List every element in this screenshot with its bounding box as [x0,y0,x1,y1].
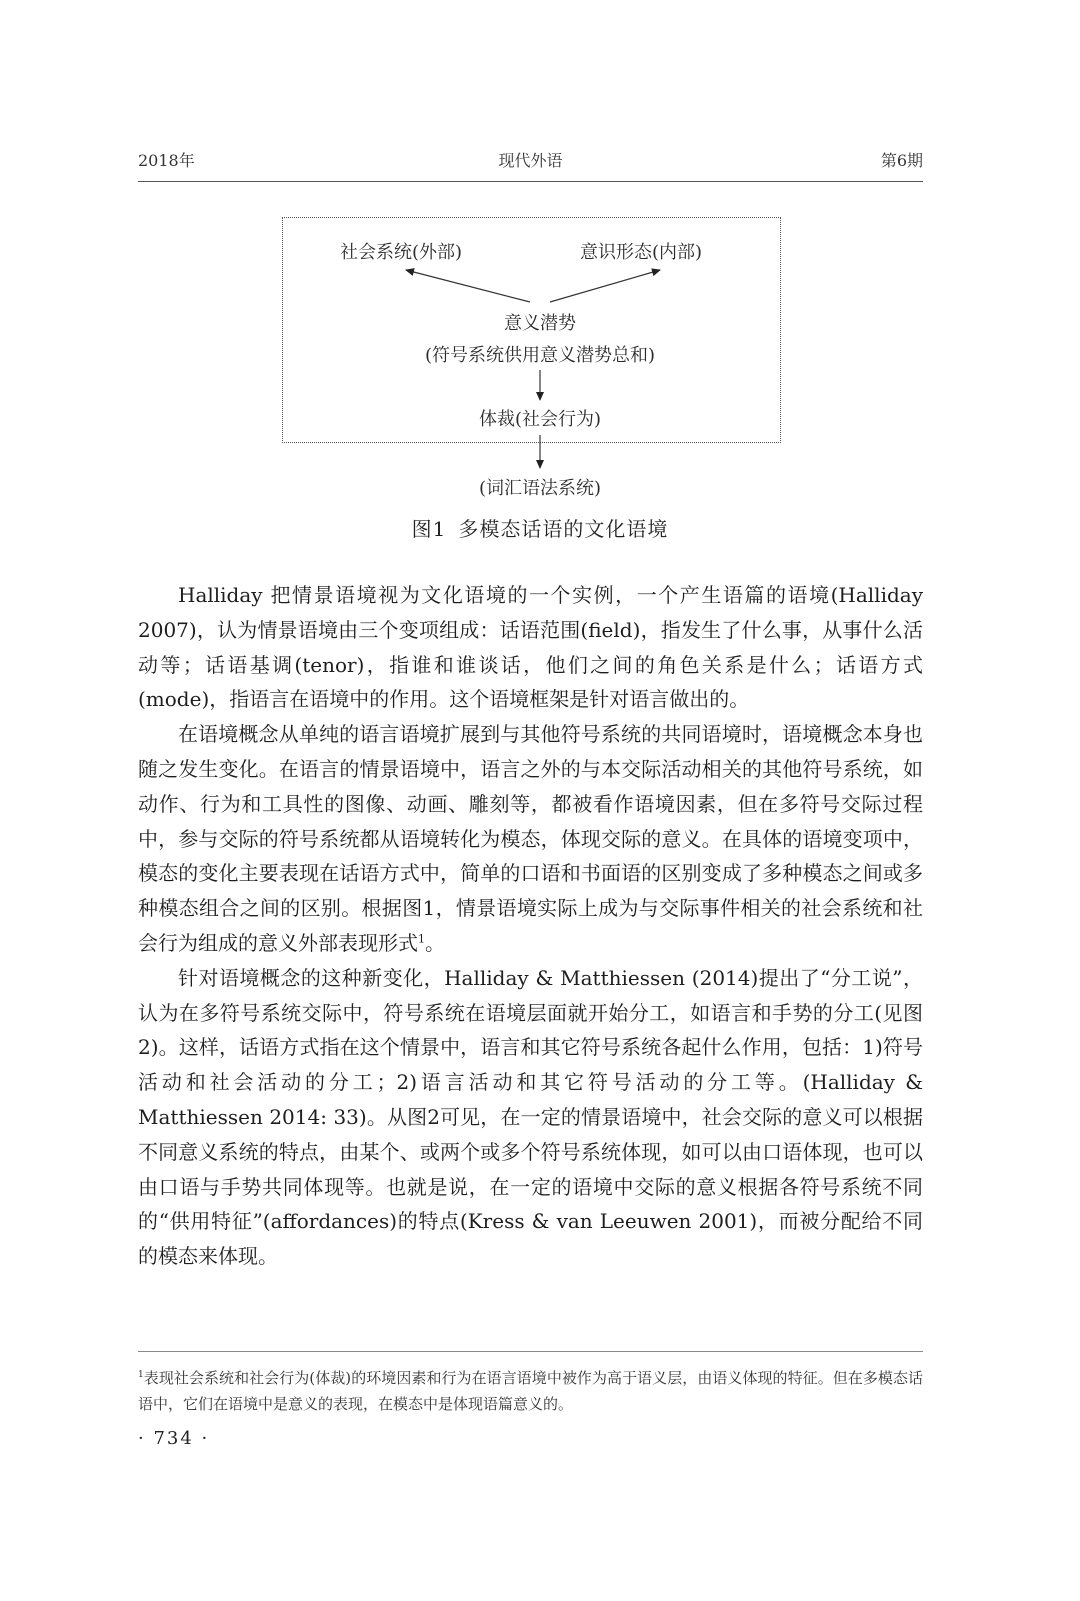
node-social-system: 社会系统(外部) [340,242,463,263]
footnote-rule [138,1351,923,1352]
arrow-to-ideology [550,270,660,302]
node-genre: 体裁(社会行为) [478,409,602,430]
node-meaning-potential: 意义潜势 [504,313,576,334]
node-lexicogrammar: (词汇语法系统) [478,478,602,499]
arrow-to-social-system [406,270,530,302]
paragraph-2-end: 。 [425,930,445,955]
header-journal-title: 现代外语 [498,151,563,170]
page-number: · 734 · [138,1428,210,1449]
footnote-marker: 1 [138,1370,144,1380]
footnote [138,1362,923,1417]
figure-1 [0,0,1080,560]
figure-caption-text: 多模态话语的文化语境 [458,517,669,541]
footnote-text: 表现社会系统和社会行为(体裁)的环境因素和行为在语言语境中被作为高于语义层，由语义体现的特征。但在多模态话语中，它们在语境中是意义的表现，在模态中是体现语篇意义的。 [138,1369,923,1413]
body-text [138,578,923,1274]
node-ideology: 意识形态(内部) [580,242,703,263]
footnote-ref: 1 [418,932,425,946]
header-issue: 第6期 [880,151,923,170]
figure-caption [0,513,1080,542]
paragraph-1: Halliday 把情景语境视为文化语境的一个实例，一个产生语篇的语境(Halliday 2007)，认为情景语境由三个变项组成：话语范围(field)，指发生了什么事，从事什么活动等；话语基调(tenor)，指谁和谁谈话，他们之间的角色关系是什么；话语方式(mode)，指语言在语境中的作用。这个语境框架是针对语言做出的。 [138,583,923,712]
paragraph-3: 针对语境概念的这种新变化，Halliday & Matthiessen (2014)提出了“分工说”，认为在多符号系统交际中，符号系统在语境层面就开始分工，如语言和手势的分工(见图2)。这样，话语方式指在这个情景中，语言和其它符号系统各起什么作用，包括：1)符号活动和社会活动的分工；2)语言活动和其它符号活动的分工等。(Halliday & Matthiessen 2014: 33)。从图2可见，在一定的情景语境中，社会交际的意义可以根据不同意义系统的特点，由某个、或两个或多个符号系统体现，如可以由口语体现，也可以由口语与手势共同体现等。也就是说，在一定的语境中交际的意义根据各符号系统不同的“供用特征”(affordances)的特点(Kress & van Leeuwen 2001)，而被分配给不同的模态来体现。 [138,965,923,1269]
paragraph-2 [138,717,923,961]
node-meaning-potential-note: (符号系统供用意义潜势总和) [424,345,656,366]
header-year: 2018年 [138,151,195,170]
figure-caption-label: 图1 [411,517,447,541]
paragraph-2-text: 在语境概念从单纯的语言语境扩展到与其他符号系统的共同语境时，语境概念本身也随之发生变化。在语言的情景语境中，语言之外的与本交际活动相关的其他符号系统，如动作、行为和工具性的图像、动画、雕刻等，都被看作语境因素，但在多符号交际过程中，参与交际的符号系统都从语境转化为模态，体现交际的意义。在具体的语境变项中，模态的变化主要表现在话语方式中，简单的口语和书面语的区别变成了多种模态之间或多种模态组合之间的区别。根据图1，情景语境实际上成为与交际事件相关的社会系统和社会行为组成的意义外部表现形式 [138,722,923,955]
